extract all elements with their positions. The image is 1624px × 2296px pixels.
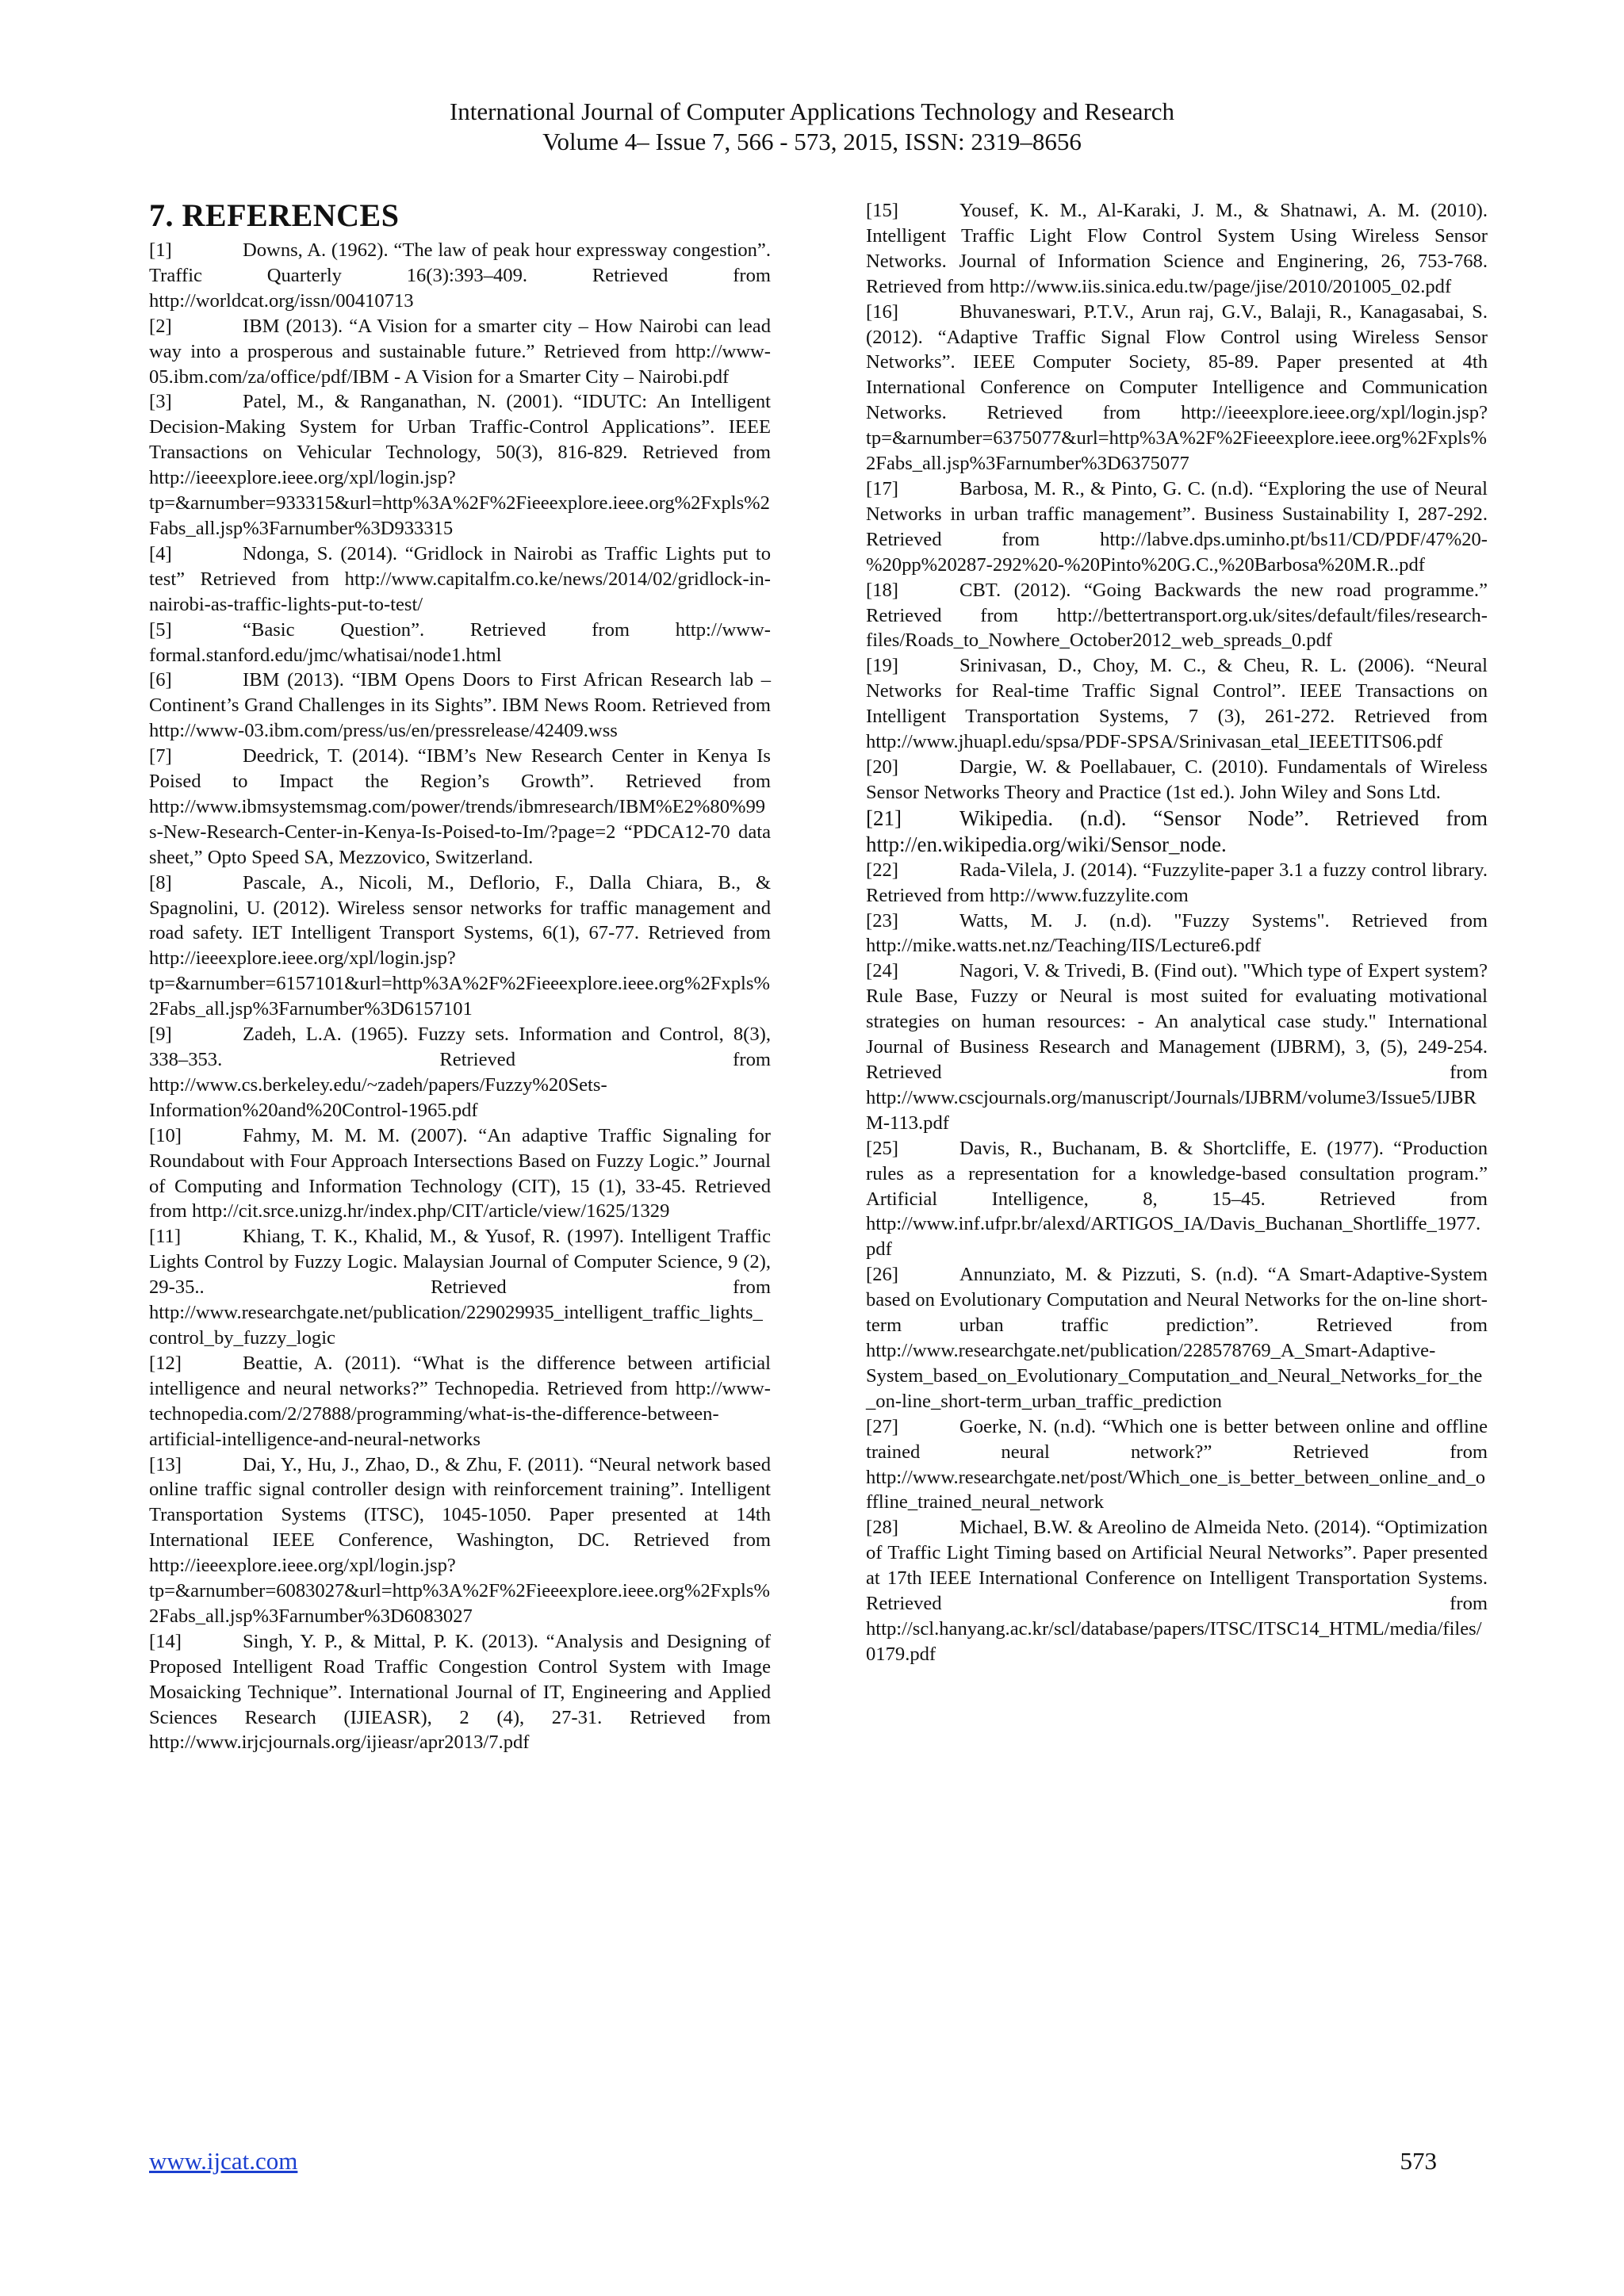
reference-item: [866, 806, 1488, 858]
reference-item: [149, 1351, 771, 1452]
reference-item: [149, 618, 771, 668]
reference-item: [149, 1123, 771, 1225]
reference-item: [866, 300, 1488, 476]
reference-text: Deedrick, T. (2014). “IBM’s New Research Center in Kenya Is Poised to Impact the Region’s Growth”. Retrieved from http://www.ibmsystemsmag.com/power/trends/ibmresearch/IBM%E2%80%99s-New-Research-Center-in-Kenya-Is-Poised-to-Im/?page=2 “PDCA12-70 data sheet,” Opto Speed SA, Mezzovico, Switzerland.: [149, 745, 771, 868]
reference-number: [16]: [866, 300, 898, 323]
reference-item: [866, 653, 1488, 755]
reference-text: Dargie, W. & Poellabauer, C. (2010). Fundamentals of Wireless Sensor Networks Theory and Practice (1st ed.). John Wiley and Sons Ltd.: [866, 756, 1488, 803]
reference-text: Singh, Y. P., & Mittal, P. K. (2013). “Analysis and Designing of Proposed Intelligent Road Traffic Congestion Control System with Image Mosaicking Technique”. International Journal of IT, Engineering and Applied Sciences Research (IJIEASR), 2 (4), 27-31. Retrieved from http://www.irjcjournals.org/ijieasr/apr2013/7.pdf: [149, 1630, 771, 1754]
reference-text: Nagori, V. & Trivedi, B. (Find out). "Which type of Expert system? Rule Base, Fuzzy or Neural is most suited for evaluating motivational strategies on human resources: - An analytical case study." International Journal of Business Research and Management (IJBRM), 3, (5), 249-254. Retrieved from http://www.cscjournals.org/manuscript/Journals/IJBRM/volume3/Issue5/IJBRM-113.pdf: [866, 960, 1488, 1134]
reference-number: [2]: [149, 315, 172, 337]
journal-title: International Journal of Computer Applications Technology and Research: [449, 98, 1175, 125]
reference-list-left: [149, 238, 771, 1755]
reference-item: [149, 668, 771, 744]
reference-item: [149, 1224, 771, 1351]
reference-number: [3]: [149, 391, 172, 413]
reference-item: [149, 744, 771, 871]
reference-item: [149, 238, 771, 314]
reference-text: Barbosa, M. R., & Pinto, G. C. (n.d). “Exploring the use of Neural Networks in urban traffic management”. Business Sustainability I, 287-292. Retrieved from http://labve.dps.uminho.pt/bs11/CD/PDF/47%20-%20pp%20287-292%20-%20Pinto%20G.C.,%20Barbosa%20M.R..pdf: [866, 477, 1488, 576]
reference-text: Michael, B.W. & Areolino de Almeida Neto. (2014). “Optimization of Traffic Light Timing based on Artificial Neural Networks”. Paper presented at 17th IEEE International Conference on Intelligent Transportation Systems. Retrieved from http://scl.hanyang.ac.kr/scl/database/papers/ITSC/ITSC14_HTML/media/files/0179.pdf: [866, 1517, 1488, 1665]
reference-number: [1]: [149, 239, 172, 261]
reference-item: [149, 871, 771, 1022]
reference-text: Khiang, T. K., Khalid, M., & Yusof, R. (1997). Intelligent Traffic Lights Control by Fuzzy Logic. Malaysian Journal of Computer Science, 9 (2), 29-35.. Retrieved from http://www.researchgate.net/publication/229029935_intelligent_traffic_lights_control_by_fuzzy_logic: [149, 1226, 771, 1349]
reference-number: [23]: [866, 909, 898, 932]
reference-number: [5]: [149, 618, 172, 641]
reference-text: Ndonga, S. (2014). “Gridlock in Nairobi as Traffic Lights put to test” Retrieved from http://www.capitalfm.co.ke/news/2014/02/gridlock-in-nairobi-as-traffic-lights-put-to-test/: [149, 542, 771, 615]
reference-item: [149, 541, 771, 618]
reference-number: [28]: [866, 1517, 898, 1539]
reference-number: [7]: [149, 745, 172, 767]
reference-number: [19]: [866, 655, 898, 677]
reference-text: Downs, A. (1962). “The law of peak hour expressway congestion”. Traffic Quarterly 16(3):393–409. Retrieved from http://worldcat.org/issn/00410713: [149, 239, 771, 312]
right-column: [866, 198, 1488, 1667]
reference-item: [866, 1414, 1488, 1516]
reference-number: [26]: [866, 1264, 898, 1286]
reference-number: [24]: [866, 960, 898, 982]
reference-number: [4]: [149, 542, 172, 564]
reference-number: [21]: [866, 806, 902, 830]
journal-header: [0, 97, 1624, 157]
reference-number: [12]: [149, 1352, 182, 1374]
section-title: 7. REFERENCES: [149, 197, 400, 233]
reference-item: [149, 1022, 771, 1123]
reference-item: [866, 959, 1488, 1135]
reference-number: [17]: [866, 477, 898, 499]
reference-text: Beattie, A. (2011). “What is the difference between artificial intelligence and neural networks?” Technopedia. Retrieved from http://www-technopedia.com/2/27888/programming/what-is-the-difference-between-artificial-intelligence-and-neural-networks: [149, 1352, 771, 1450]
reference-text: Wikipedia. (n.d). “Sensor Node”. Retrieved from http://en.wikipedia.org/wiki/Sensor_node.: [866, 806, 1488, 856]
reference-item: [866, 1262, 1488, 1414]
reference-text: Pascale, A., Nicoli, M., Deflorio, F., Dalla Chiara, B., & Spagnolini, U. (2012). Wireless sensor networks for traffic management and road safety. IET Intelligent Transport Systems, 6(1), 67-77. Retrieved from http://ieeexplore.ieee.org/xpl/login.jsp?tp=&arnumber=6157101&url=http%3A%2F%2Fieeexplore.ieee.org%2Fxpls%2Fabs_all.jsp%3Farnumber%3D6157101: [149, 871, 771, 1020]
reference-text: Yousef, K. M., Al-Karaki, J. M., & Shatnawi, A. M. (2010). Intelligent Traffic Light Flow Control System Using Wireless Sensor Networks. Journal of Information Science and Enginering, 26, 753-768. Retrieved from http://www.iis.sinica.edu.tw/page/jise/2010/201005_02.pdf: [866, 200, 1488, 297]
reference-text: Watts, M. J. (n.d). "Fuzzy Systems". Retrieved from http://mike.watts.net.nz/Teaching/IIS/Lecture6.pdf: [866, 909, 1488, 957]
reference-item: [866, 858, 1488, 909]
reference-text: Fahmy, M. M. M. (2007). “An adaptive Traffic Signaling for Roundabout with Four Approach Intersections Based on Fuzzy Logic.” Journal of Computing and Information Technology (CIT), 15 (1), 33-45. Retrieved from http://cit.srce.unizg.hr/index.php/CIT/article/view/1625/1329: [149, 1124, 771, 1223]
reference-number: [14]: [149, 1630, 182, 1652]
reference-item: [866, 1515, 1488, 1667]
reference-text: Davis, R., Buchanam, B. & Shortcliffe, E. (1977). “Production rules as a representation for a knowledge-based consultation program.” Artificial Intelligence, 8, 15–45. Retrieved from http://www.inf.ufpr.br/alexd/ARTIGOS_IA/Davis_Buchanan_Shortliffe_1977.pdf: [866, 1137, 1488, 1261]
reference-text: Goerke, N. (n.d). “Which one is better between online and offline trained neural network?” Retrieved from http://www.researchgate.net/post/Which_one_is_better_between_online_and_offline_trained_neural_network: [866, 1415, 1488, 1513]
reference-item: [866, 476, 1488, 578]
reference-item: [149, 314, 771, 390]
reference-number: [13]: [149, 1453, 182, 1475]
reference-number: [6]: [149, 669, 172, 691]
journal-volume: Volume 4– Issue 7, 566 - 573, 2015, ISSN: 2319–8656: [542, 128, 1082, 155]
reference-text: Zadeh, L.A. (1965). Fuzzy sets. Information and Control, 8(3), 338–353. Retrieved from http://www.cs.berkeley.edu/~zadeh/papers/Fuzzy%20Sets-Information%20and%20Control-1965.pdf: [149, 1024, 771, 1121]
reference-text: Patel, M., & Ranganathan, N. (2001). “IDUTC: An Intelligent Decision-Making System for Urban Traffic-Control Applications”. IEEE Transactions on Vehicular Technology, 50(3), 816-829. Retrieved from http://ieeexplore.ieee.org/xpl/login.jsp?tp=&arnumber=933315&url=http%3A%2F%2Fieeexplore.ieee.org%2Fxpls%2Fabs_all.jsp%3Farnumber%3D933315: [149, 391, 771, 539]
reference-item: [149, 389, 771, 541]
reference-item: [866, 1136, 1488, 1263]
reference-text: CBT. (2012). “Going Backwards the new road programme.” Retrieved from http://bettertransport.org.uk/sites/default/files/research-files/Roads_to_Nowhere_October2012_web_spreads_0.pdf: [866, 579, 1488, 652]
reference-item: [866, 755, 1488, 806]
reference-text: Rada-Vilela, J. (2014). “Fuzzylite-paper 3.1 a fuzzy control library. Retrieved from http://www.fuzzylite.com: [866, 859, 1488, 906]
left-column: [149, 198, 771, 1755]
reference-number: [11]: [149, 1226, 182, 1248]
reference-text: “Basic Question”. Retrieved from http://www-formal.stanford.edu/jmc/whatisai/node1.html: [149, 618, 771, 666]
page-number: 573: [1400, 2147, 1437, 2175]
reference-number: [27]: [866, 1415, 898, 1437]
reference-number: [10]: [149, 1124, 182, 1146]
reference-number: [25]: [866, 1137, 898, 1159]
reference-item: [149, 1629, 771, 1756]
reference-item: [149, 1452, 771, 1629]
reference-number: [20]: [866, 756, 898, 778]
reference-item: [866, 909, 1488, 959]
reference-number: [15]: [866, 200, 898, 221]
reference-text: IBM (2013). “IBM Opens Doors to First African Research lab – Continent’s Grand Challenges in its Sights”. IBM News Room. Retrieved from http://www-03.ibm.com/press/us/en/pressrelease/42409.wss: [149, 669, 771, 742]
reference-text: IBM (2013). “A Vision for a smarter city – How Nairobi can lead way into a prosperous and sustainable future.” Retrieved from http://www-05.ibm.com/za/office/pdf/IBM - A Vision for a Smarter City – Nairobi.pdf: [149, 315, 771, 388]
reference-text: Dai, Y., Hu, J., Zhao, D., & Zhu, F. (2011). “Neural network based online traffic signal controller design with reinforcement training”. Intelligent Transportation Systems (ITSC), 1045-1050. Paper presented at 14th International IEEE Conference, Washington, DC. Retrieved from http://ieeexplore.ieee.org/xpl/login.jsp?tp=&arnumber=6083027&url=http%3A%2F%2Fieeexplore.ieee.org%2Fxpls%2Fabs_all.jsp%3Farnumber%3D6083027: [149, 1453, 771, 1627]
reference-number: [18]: [866, 579, 898, 601]
reference-number: [9]: [149, 1024, 172, 1046]
reference-list-right: [866, 198, 1488, 1667]
reference-item: [866, 578, 1488, 654]
footer-website-link[interactable]: www.ijcat.com: [149, 2147, 298, 2175]
reference-text: Annunziato, M. & Pizzuti, S. (n.d). “A Smart-Adaptive-System based on Evolutionary Computation and Neural Networks for the on-line short-term urban traffic prediction”. Retrieved from http://www.researchgate.net/publication/228578769_A_Smart-Adaptive-System_based_on_Evolutionary_Computation_and_Neural_Networks_for_the_on-line_short-term_urban_traffic_prediction: [866, 1264, 1488, 1412]
reference-text: Srinivasan, D., Choy, M. C., & Cheu, R. L. (2006). “Neural Networks for Real-time Traffic Signal Control”. IEEE Transactions on Intelligent Transportation Systems, 7 (3), 261-272. Retrieved from http://www.jhuapl.edu/spsa/PDF-SPSA/Srinivasan_etal_IEEETITS06.pdf: [866, 655, 1488, 753]
reference-number: [8]: [149, 871, 172, 894]
reference-item: [866, 198, 1488, 300]
reference-number: [22]: [866, 859, 898, 881]
reference-text: Bhuvaneswari, P.T.V., Arun raj, G.V., Balaji, R., Kanagasabai, S. (2012). “Adaptive Traffic Signal Flow Control using Wireless Sensor Networks”. IEEE Computer Society, 85-89. Paper presented at 4th International Conference on Computer Intelligence and Communication Networks. Retrieved from http://ieeexplore.ieee.org/xpl/login.jsp?tp=&arnumber=6375077&url=http%3A%2F%2Fieeexplore.ieee.org%2Fxpls%2Fabs_all.jsp%3Farnumber%3D6375077: [866, 300, 1488, 475]
